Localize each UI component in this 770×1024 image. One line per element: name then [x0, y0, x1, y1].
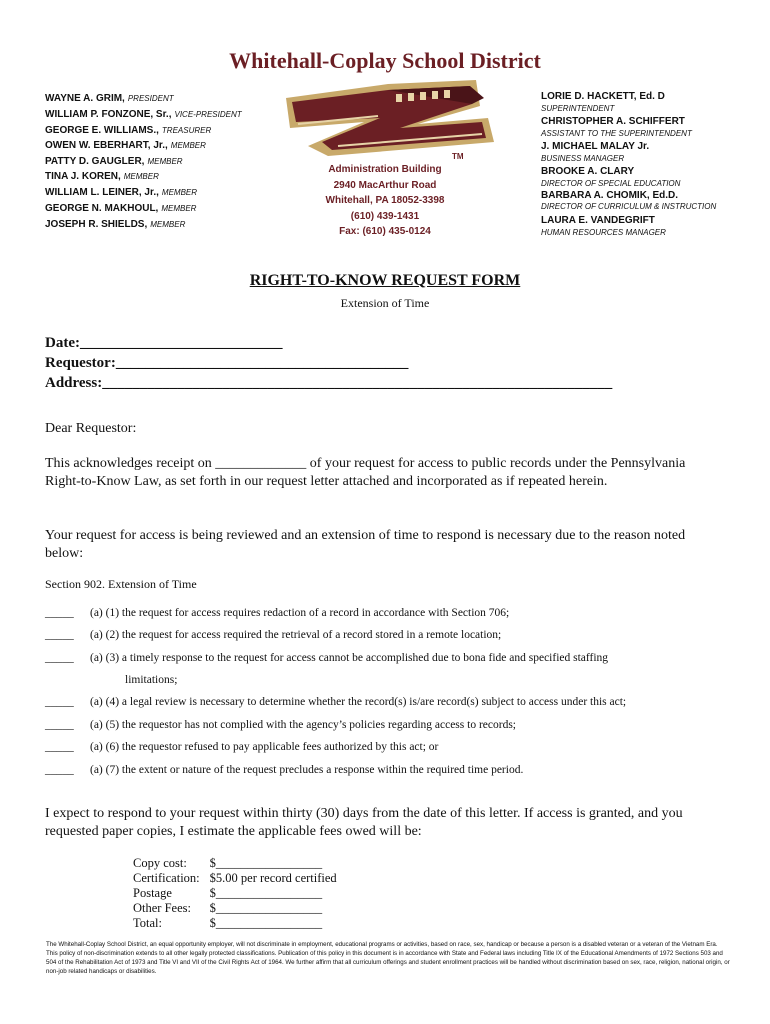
option-text: (a) (4) a legal review is necessary to determine whether the record(s) is/are record(s) subject to access under this act; [90, 696, 627, 708]
option-blank[interactable]: _____ [45, 607, 74, 619]
option-blank[interactable]: _____ [45, 741, 74, 753]
fee-value[interactable]: $_________________ [209, 901, 323, 915]
admin-name: J. MICHAEL MALAY Jr. [541, 141, 650, 152]
admin-role: HUMAN RESOURCES MANAGER [541, 228, 666, 237]
option-blank[interactable]: _____ [45, 719, 74, 731]
fee-row [133, 871, 347, 886]
fee-value[interactable]: $_________________ [209, 856, 323, 870]
board-member-name: PATTY D. GAUGLER, [45, 156, 145, 167]
board-member-role: PRESIDENT [127, 94, 174, 103]
salutation: Dear Requestor: [45, 421, 137, 436]
option-blank[interactable]: _____ [45, 652, 74, 664]
admin-name: LAURA E. VANDEGRIFT [541, 215, 655, 226]
extension-paragraph: Your request for access is being reviewed and an extension of time to respond is necessary due to the reason noted below: [45, 528, 686, 561]
option-blank[interactable]: _____ [45, 696, 74, 708]
trademark-mark: TM [452, 152, 464, 161]
board-member-role: MEMBER [161, 188, 198, 197]
admin-name: BARBARA A. CHOMIK, Ed.D. [541, 190, 679, 201]
district-title: Whitehall-Coplay School District [229, 48, 541, 73]
address-block [300, 162, 470, 240]
fee-value[interactable]: $_________________ [209, 886, 323, 900]
fee-value[interactable]: $_________________ [209, 916, 323, 930]
requestor-field[interactable]: Requestor:_______________________________________ [45, 355, 409, 371]
board-member-role: MEMBER [123, 172, 159, 181]
fee-label: Certification: [133, 871, 200, 885]
admin-role: ASSISTANT TO THE SUPERINTENDENT [541, 129, 692, 138]
board-member-role: VICE-PRESIDENT [174, 110, 242, 119]
admin-name: BROOKE A. CLARY [541, 166, 635, 177]
board-member-name: OWEN W. EBERHART, Jr., [45, 140, 168, 151]
fee-label: Postage [133, 886, 172, 900]
option-text: (a) (5) the requestor has not complied with the agency’s policies regarding access to records; [90, 719, 516, 731]
phone: (610) 439-1431 [350, 210, 420, 222]
form-subtitle: Extension of Time [340, 296, 430, 310]
fee-label: Total: [133, 916, 162, 930]
address-line: 2940 MacArthur Road [333, 179, 437, 191]
option-text: (a) (2) the request for access required the retrieval of a record stored in a remote location; [90, 629, 502, 641]
fax: Fax: (610) 435-0124 [339, 226, 431, 237]
section-heading: Section 902. Extension of Time [45, 577, 197, 591]
option-text: (a) (6) the requestor refused to pay applicable fees authorized by this act; or [90, 741, 439, 753]
admin-role: DIRECTOR OF SPECIAL EDUCATION [541, 179, 681, 188]
option-blank[interactable]: _____ [45, 629, 74, 641]
address-line: Whitehall, PA 18052-3398 [325, 195, 445, 206]
fee-row [133, 886, 347, 901]
board-member-name: GEORGE N. MAKHOUL, [45, 203, 159, 214]
address-field[interactable]: Address:____________________________________________________________________ [45, 375, 613, 391]
admin-name: CHRISTOPHER A. SCHIFFERT [541, 116, 685, 127]
board-member-role: MEMBER [147, 157, 183, 166]
fees-table [133, 856, 347, 931]
fee-label: Other Fees: [133, 901, 191, 915]
option-text-continued: limitations; [125, 674, 178, 686]
board-member-name: WAYNE A. GRIM, [45, 93, 125, 104]
board-member-name: TINA J. KOREN, [45, 171, 121, 182]
admin-role: DIRECTOR OF CURRICULUM & INSTRUCTION [541, 202, 717, 211]
fee-value: $5.00 per record certified [209, 871, 337, 885]
fee-label: Copy cost: [133, 856, 187, 870]
nondiscrimination-footer: The Whitehall-Coplay School District, an equal opportunity employer, will not discriminate in employment, educational programs or activities, based on race, sex, handicap or because a person is a disabled veteran or a veteran of the Vietnam Era. This policy of non-discrimination extends to all other legally protected classifications. Publication of this policy in this document is in accordance with State and Federal laws including Title IX of the Educational Amendments of 1972 Sections 503 and 504 of the Rehabilitation Act of 1973 and Title VI and VII of the Civil Rights Act of 1964. We further affirm that all curriculum offerings and student enrollment practices will be handled without discrimination based on sex, race, religion, national origin, or non-job related handicaps or disabilities. [46, 941, 730, 975]
option-text: (a) (3) a timely response to the request for access cannot be accomplished due to bona fide and specified staffing [90, 652, 609, 664]
form-title: RIGHT-TO-KNOW REQUEST FORM [249, 272, 521, 289]
board-member-name: GEORGE E. WILLIAMS., [45, 125, 159, 136]
board-member-name: JOSEPH R. SHIELDS, [45, 219, 148, 230]
admin-role: BUSINESS MANAGER [541, 154, 625, 163]
board-member-role: MEMBER [161, 204, 197, 213]
board-member-role: TREASURER [161, 126, 212, 135]
admin-name: LORIE D. HACKETT, Ed. D [541, 91, 665, 102]
option-blank[interactable]: _____ [45, 764, 74, 776]
fee-row [133, 916, 347, 931]
board-list [45, 93, 295, 233]
board-member-name: WILLIAM L. LEINER, Jr., [45, 187, 159, 198]
date-field[interactable]: Date:___________________________ [45, 335, 283, 351]
district-logo-icon [268, 76, 508, 166]
fee-row [133, 856, 347, 871]
administration-list [541, 91, 751, 241]
fee-row [133, 901, 347, 916]
admin-role: SUPERINTENDENT [541, 104, 615, 113]
receipt-paragraph: This acknowledges receipt on _____________ of your request for access to public records under the Pennsylvania Right-to-Know Law, as set forth in our request letter attached and incorporated as if repeated herein. [45, 456, 686, 489]
address-line: Administration Building [328, 164, 442, 175]
fees-paragraph: I expect to respond to your request within thirty (30) days from the date of this letter. If access is granted, and you requested paper copies, I estimate the applicable fees owed will be: [45, 806, 683, 839]
option-text: (a) (7) the extent or nature of the request precludes a response within the required time period. [90, 764, 524, 776]
option-text: (a) (1) the request for access requires redaction of a record in accordance with Section 706; [90, 607, 510, 619]
board-member-name: WILLIAM P. FONZONE, Sr., [45, 109, 172, 120]
board-member-role: MEMBER [150, 220, 186, 229]
board-member-role: MEMBER [170, 141, 206, 150]
